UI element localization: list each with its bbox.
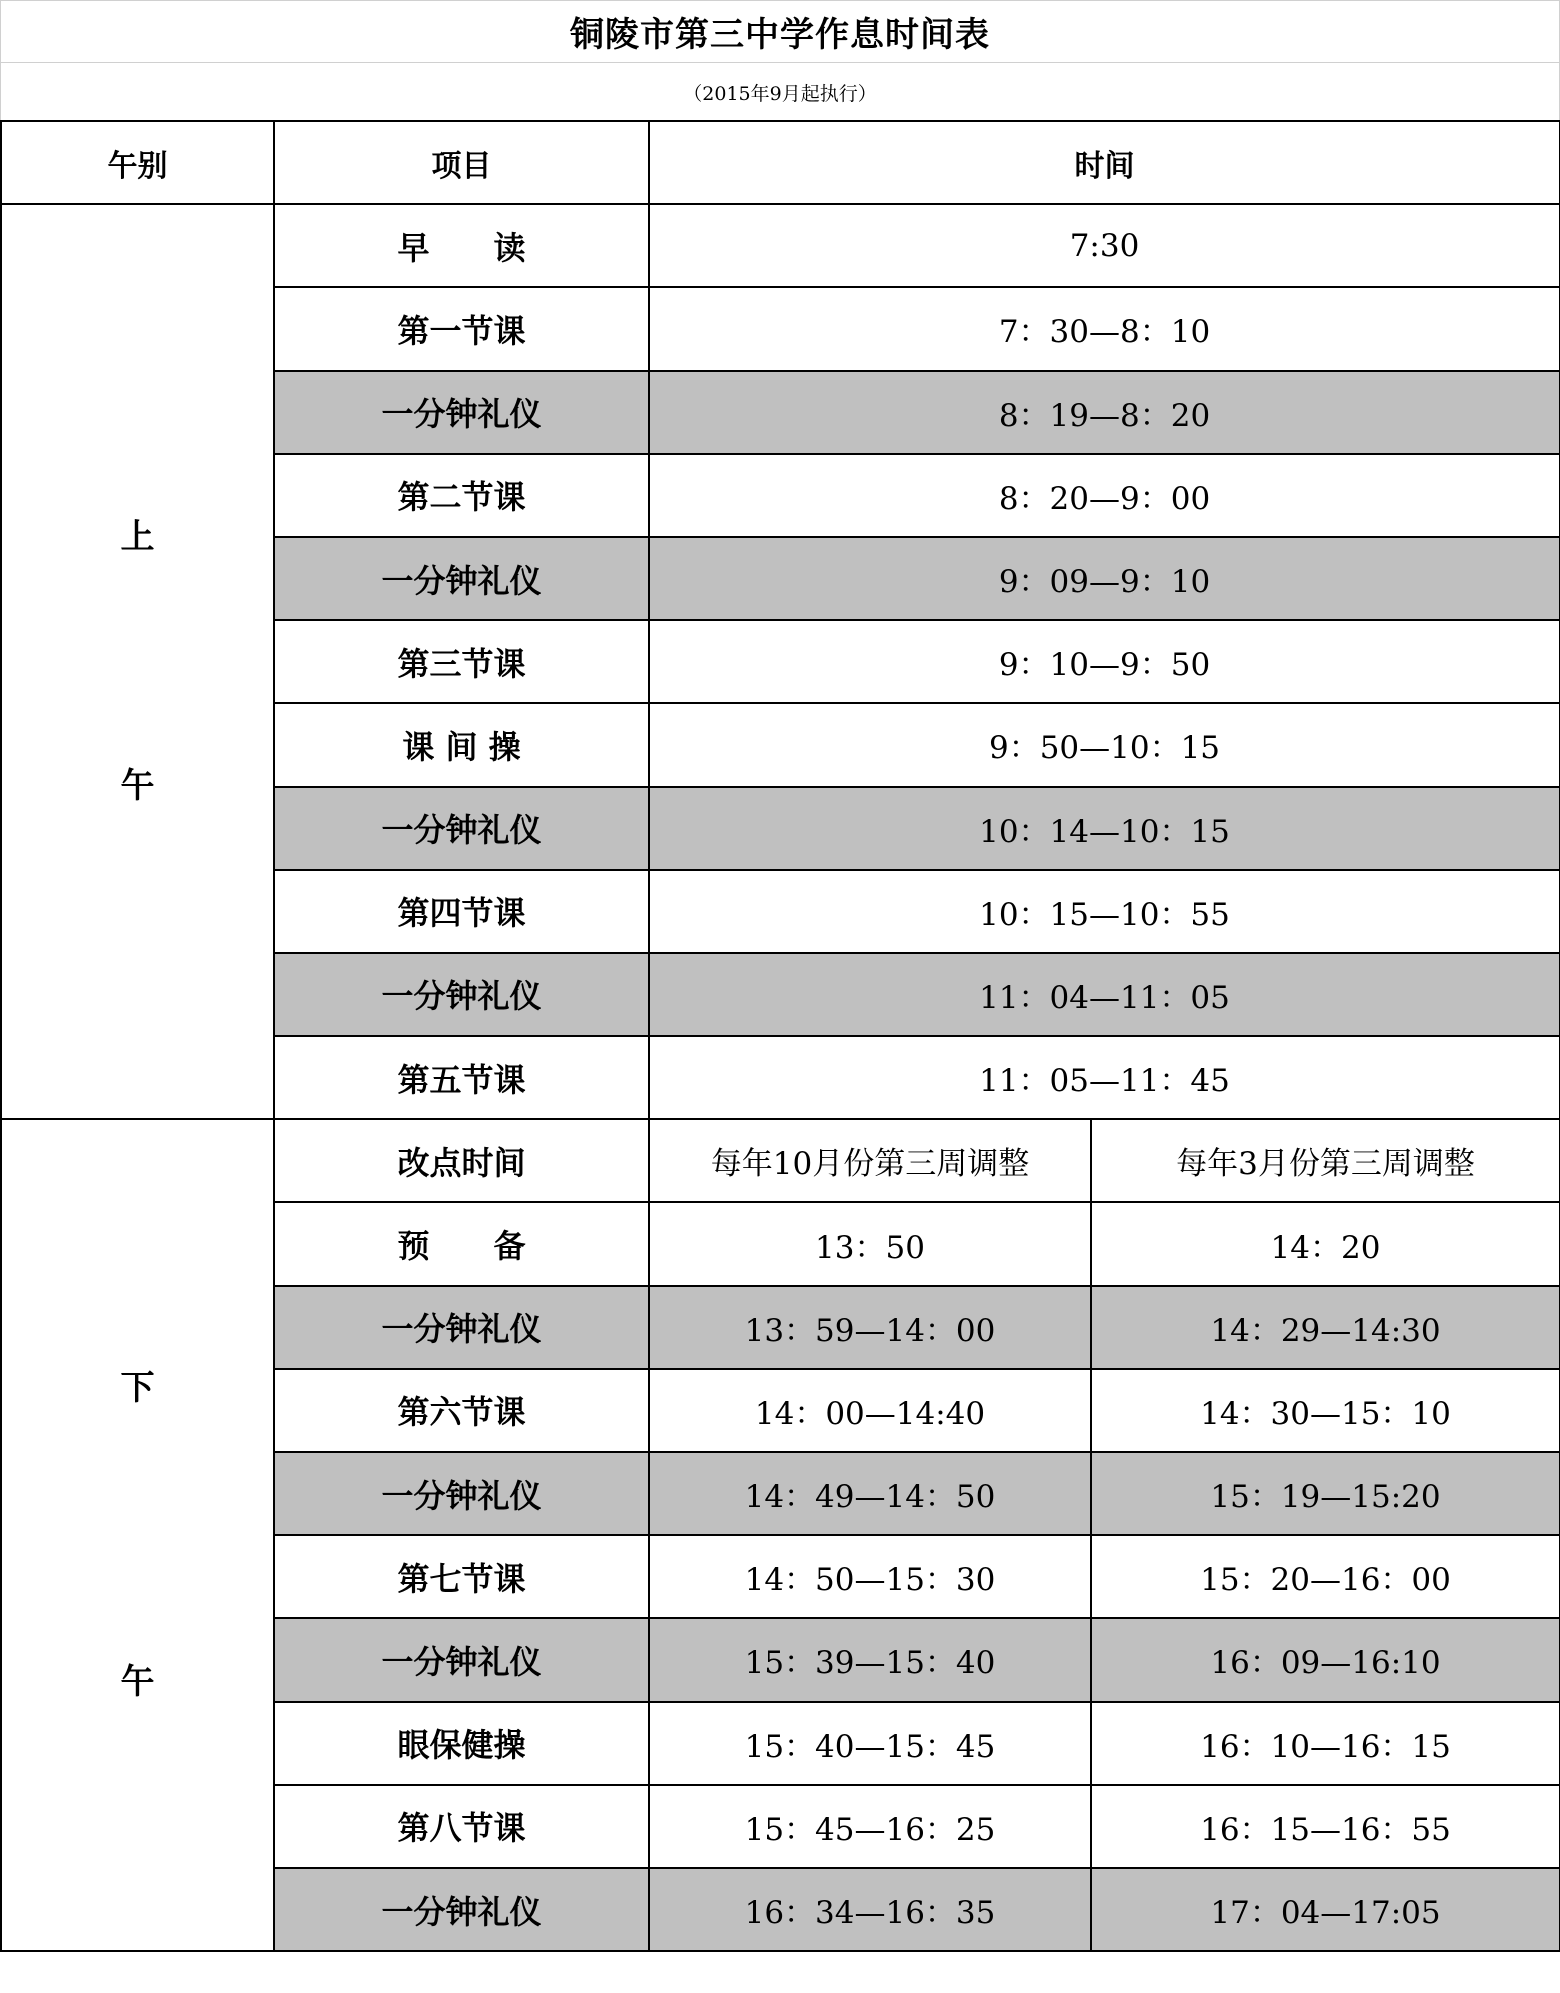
item-cell: 一分钟礼仪	[274, 1618, 649, 1701]
time-cell-mar: 每年3月份第三周调整	[1091, 1119, 1560, 1202]
time-cell: 9：50—10：15	[649, 703, 1560, 786]
item-cell: 第八节课	[274, 1785, 649, 1868]
morning-label-bottom: 午	[120, 766, 155, 807]
time-cell: 10：15—10：55	[649, 870, 1560, 953]
time-cell-oct: 13：59—14：00	[649, 1286, 1091, 1369]
afternoon-label	[1, 1119, 274, 1951]
time-cell-oct: 15：45—16：25	[649, 1785, 1091, 1868]
item-cell: 一分钟礼仪	[274, 1286, 649, 1369]
time-cell-mar: 14：30—15：10	[1091, 1369, 1560, 1452]
table-row	[1, 204, 1560, 287]
item-cell: 一分钟礼仪	[274, 787, 649, 870]
afternoon-label-bottom: 午	[120, 1662, 155, 1703]
time-cell: 9：09—9：10	[649, 537, 1560, 620]
item-cell: 改点时间	[274, 1119, 649, 1202]
table-row	[1, 1119, 1560, 1202]
item-cell: 第三节课	[274, 620, 649, 703]
item-cell: 第六节课	[274, 1369, 649, 1452]
page-title: 铜陵市第三中学作息时间表	[1, 1, 1559, 63]
item-cell: 一分钟礼仪	[274, 371, 649, 454]
time-cell: 11：04—11：05	[649, 953, 1560, 1036]
time-cell: 7：30—8：10	[649, 287, 1560, 370]
time-cell: 8：20—9：00	[649, 454, 1560, 537]
time-cell-oct: 每年10月份第三周调整	[649, 1119, 1091, 1202]
afternoon-label-top: 下	[120, 1368, 155, 1409]
header-row	[1, 121, 1560, 204]
title-area	[0, 0, 1560, 122]
time-cell-oct: 16：34—16：35	[649, 1868, 1091, 1951]
time-cell-mar: 14：20	[1091, 1202, 1560, 1285]
item-cell: 第一节课	[274, 287, 649, 370]
morning-label	[1, 204, 274, 1119]
morning-label-top: 上	[120, 517, 155, 558]
time-cell-mar: 16：10—16：15	[1091, 1702, 1560, 1785]
header-item: 项目	[274, 121, 649, 204]
time-cell: 8：19—8：20	[649, 371, 1560, 454]
item-cell: 第二节课	[274, 454, 649, 537]
header-time: 时间	[649, 121, 1560, 204]
item-cell: 眼保健操	[274, 1702, 649, 1785]
time-cell-mar: 15：19—15:20	[1091, 1452, 1560, 1535]
item-cell: 第四节课	[274, 870, 649, 953]
page-subtitle: （2015年9月起执行）	[683, 82, 877, 105]
time-cell-oct: 14：50—15：30	[649, 1535, 1091, 1618]
time-cell-mar: 14：29—14:30	[1091, 1286, 1560, 1369]
schedule-table	[0, 120, 1560, 1952]
item-cell: 一分钟礼仪	[274, 537, 649, 620]
time-cell-mar: 16：09—16:10	[1091, 1618, 1560, 1701]
item-cell: 第五节课	[274, 1036, 649, 1119]
time-cell: 7:30	[649, 204, 1560, 287]
item-cell: 一分钟礼仪	[274, 953, 649, 1036]
time-cell-oct: 15：40—15：45	[649, 1702, 1091, 1785]
time-cell-mar: 16：15—16：55	[1091, 1785, 1560, 1868]
item-cell: 预 备	[274, 1202, 649, 1285]
time-cell: 11：05—11：45	[649, 1036, 1560, 1119]
time-cell-oct: 14：49—14：50	[649, 1452, 1091, 1535]
time-cell-mar: 15：20—16：00	[1091, 1535, 1560, 1618]
item-cell: 一分钟礼仪	[274, 1452, 649, 1535]
item-cell: 第七节课	[274, 1535, 649, 1618]
header-period: 午别	[1, 121, 274, 204]
time-cell-mar: 17：04—17:05	[1091, 1868, 1560, 1951]
time-cell: 9：10—9：50	[649, 620, 1560, 703]
time-cell-oct: 14：00—14:40	[649, 1369, 1091, 1452]
item-cell: 课 间 操	[274, 703, 649, 786]
time-cell-oct: 15：39—15：40	[649, 1618, 1091, 1701]
time-cell: 10：14—10：15	[649, 787, 1560, 870]
time-cell-oct: 13：50	[649, 1202, 1091, 1285]
item-cell: 早 读	[274, 204, 649, 287]
item-cell: 一分钟礼仪	[274, 1868, 649, 1951]
